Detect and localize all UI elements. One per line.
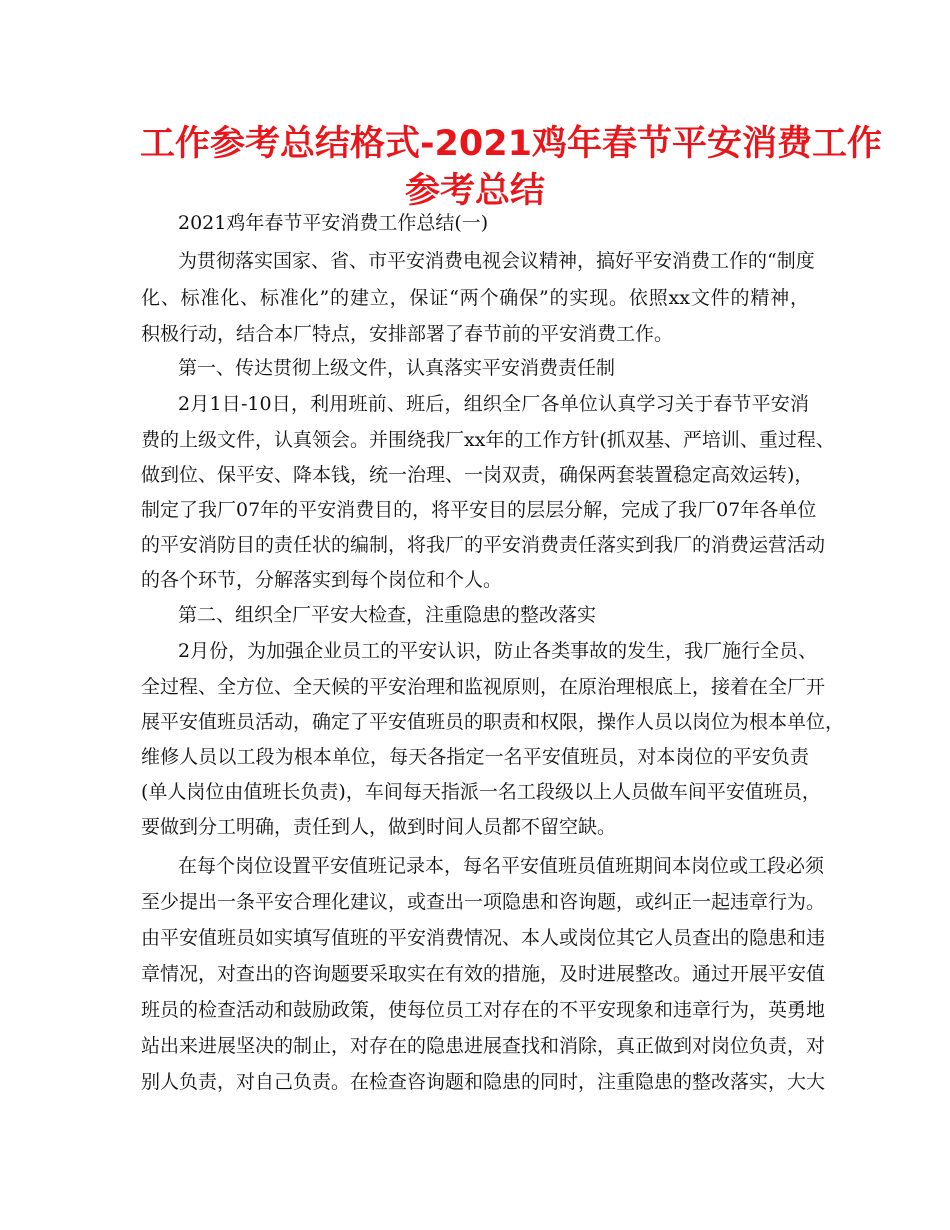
text-line: (单人岗位由值班长负责)，车间每天指派一名工段级以上人员做车间平安值班员， xyxy=(141,781,821,803)
paragraph-line xyxy=(0,921,950,955)
text-line: 全过程、全方位、全天候的平安治理和监视原则，在原治理根底上，接着在全厂开 xyxy=(141,676,826,698)
section-heading xyxy=(0,351,950,385)
paragraph-line xyxy=(0,1029,950,1063)
text-line: 展平安值班员活动，确定了平安值班员的职责和权限，操作人员以岗位为根本单位， xyxy=(141,711,845,733)
paragraph-line xyxy=(0,458,950,492)
text-line: 费的上级文件，认真领会。并围绕我厂xx年的工作方针(抓双基、严培训、重过程、 xyxy=(141,429,835,451)
text-line: 别人负责，对自己负责。在检查咨询题和隐患的同时，注重隐患的整改落实，大大 xyxy=(141,1071,826,1093)
paragraph-line xyxy=(0,810,950,844)
paragraph-line xyxy=(0,317,950,351)
text-line: 做到位、保平安、降本钱，统一治理、一岗双责，确保两套装置稳定高效运转)， xyxy=(141,464,814,486)
text-line: 制定了我厂07年的平安消费目的，将平安目的层层分解，完成了我厂07年各单位 xyxy=(141,499,817,521)
paragraph-line xyxy=(0,775,950,809)
document-title-line-1: 工作参考总结格式-2021鸡年春节平安消费工作 xyxy=(140,124,882,164)
text-line: 第一、传达贯彻上级文件，认真落实平安消费责任制 xyxy=(178,357,616,379)
text-line: 积极行动，结合本厂特点，安排部署了春节前的平安消费工作。 xyxy=(141,323,674,345)
paragraph-line xyxy=(0,670,950,704)
text-line: 在每个岗位设置平安值班记录本，每名平安值班员值班期间本岗位或工段必须 xyxy=(178,855,825,877)
text-line: 由平安值班员如实填写值班的平安消费情况、本人或岗位其它人员查出的隐患和违 xyxy=(141,927,826,949)
text-line: 的平安消防目的责任状的编制，将我厂的平安消费责任落实到我厂的消费运营活动 xyxy=(141,534,826,556)
text-line: 2021鸡年春节平安消费工作总结(一) xyxy=(178,212,489,234)
text-line: 2月份，为加强企业员工的平安认识，防止各类事故的发生，我厂施行全员、 xyxy=(178,640,818,662)
paragraph-line xyxy=(0,387,950,421)
paragraph-line xyxy=(0,528,950,562)
paragraph-line xyxy=(0,849,950,883)
paragraph-line xyxy=(0,705,950,739)
text-line: 的各个环节，分解落实到每个岗位和个人。 xyxy=(141,569,503,591)
text-line: 班员的检查活动和鼓励政策，使每位员工对存在的不平安现象和违章行为，英勇地 xyxy=(141,999,826,1021)
text-line: 站出来进展坚决的制止，对存在的隐患进展查找和消除，真正做到对岗位负责，对 xyxy=(141,1035,826,1057)
text-line: 章情况，对查出的咨询题要采取实在有效的措施，及时进展整改。通过开展平安值 xyxy=(141,963,826,985)
paragraph-line xyxy=(0,634,950,668)
text-line: 至少提出一条平安合理化建议，或查出一项隐患和咨询题，或纠正一起违章行为。 xyxy=(141,891,826,913)
text-line: 要做到分工明确，责任到人，做到时间人员都不留空缺。 xyxy=(141,816,617,838)
text-line: 第二、组织全厂平安大检查，注重隐患的整改落实 xyxy=(178,604,597,626)
paragraph-line xyxy=(0,957,950,991)
paragraph-line xyxy=(0,1065,950,1099)
section-heading xyxy=(0,206,950,240)
text-line: 2月1日-10日，利用班前、班后，组织全厂各单位认真学习关于春节平安消 xyxy=(178,393,809,415)
paragraph-line xyxy=(0,244,950,278)
text-line: 为贯彻落实国家、省、市平安消费电视会议精神，搞好平安消费工作的“制度 xyxy=(178,250,815,272)
paragraph-line xyxy=(0,423,950,457)
paragraph-line xyxy=(0,493,950,527)
section-heading xyxy=(0,598,950,632)
paragraph-line xyxy=(0,885,950,919)
paragraph-line xyxy=(0,563,950,597)
paragraph-line xyxy=(0,993,950,1027)
text-line: 化、标准化、标准化”的建立，保证“两个确保”的实现。依照xx文件的精神， xyxy=(141,287,809,309)
paragraph-line xyxy=(0,281,950,315)
paragraph-line xyxy=(0,740,950,774)
text-line: 维修人员以工段为根本单位，每天各指定一名平安值班员，对本岗位的平安负责 xyxy=(141,746,809,768)
document-title-line-2: 参考总结 xyxy=(404,171,545,211)
